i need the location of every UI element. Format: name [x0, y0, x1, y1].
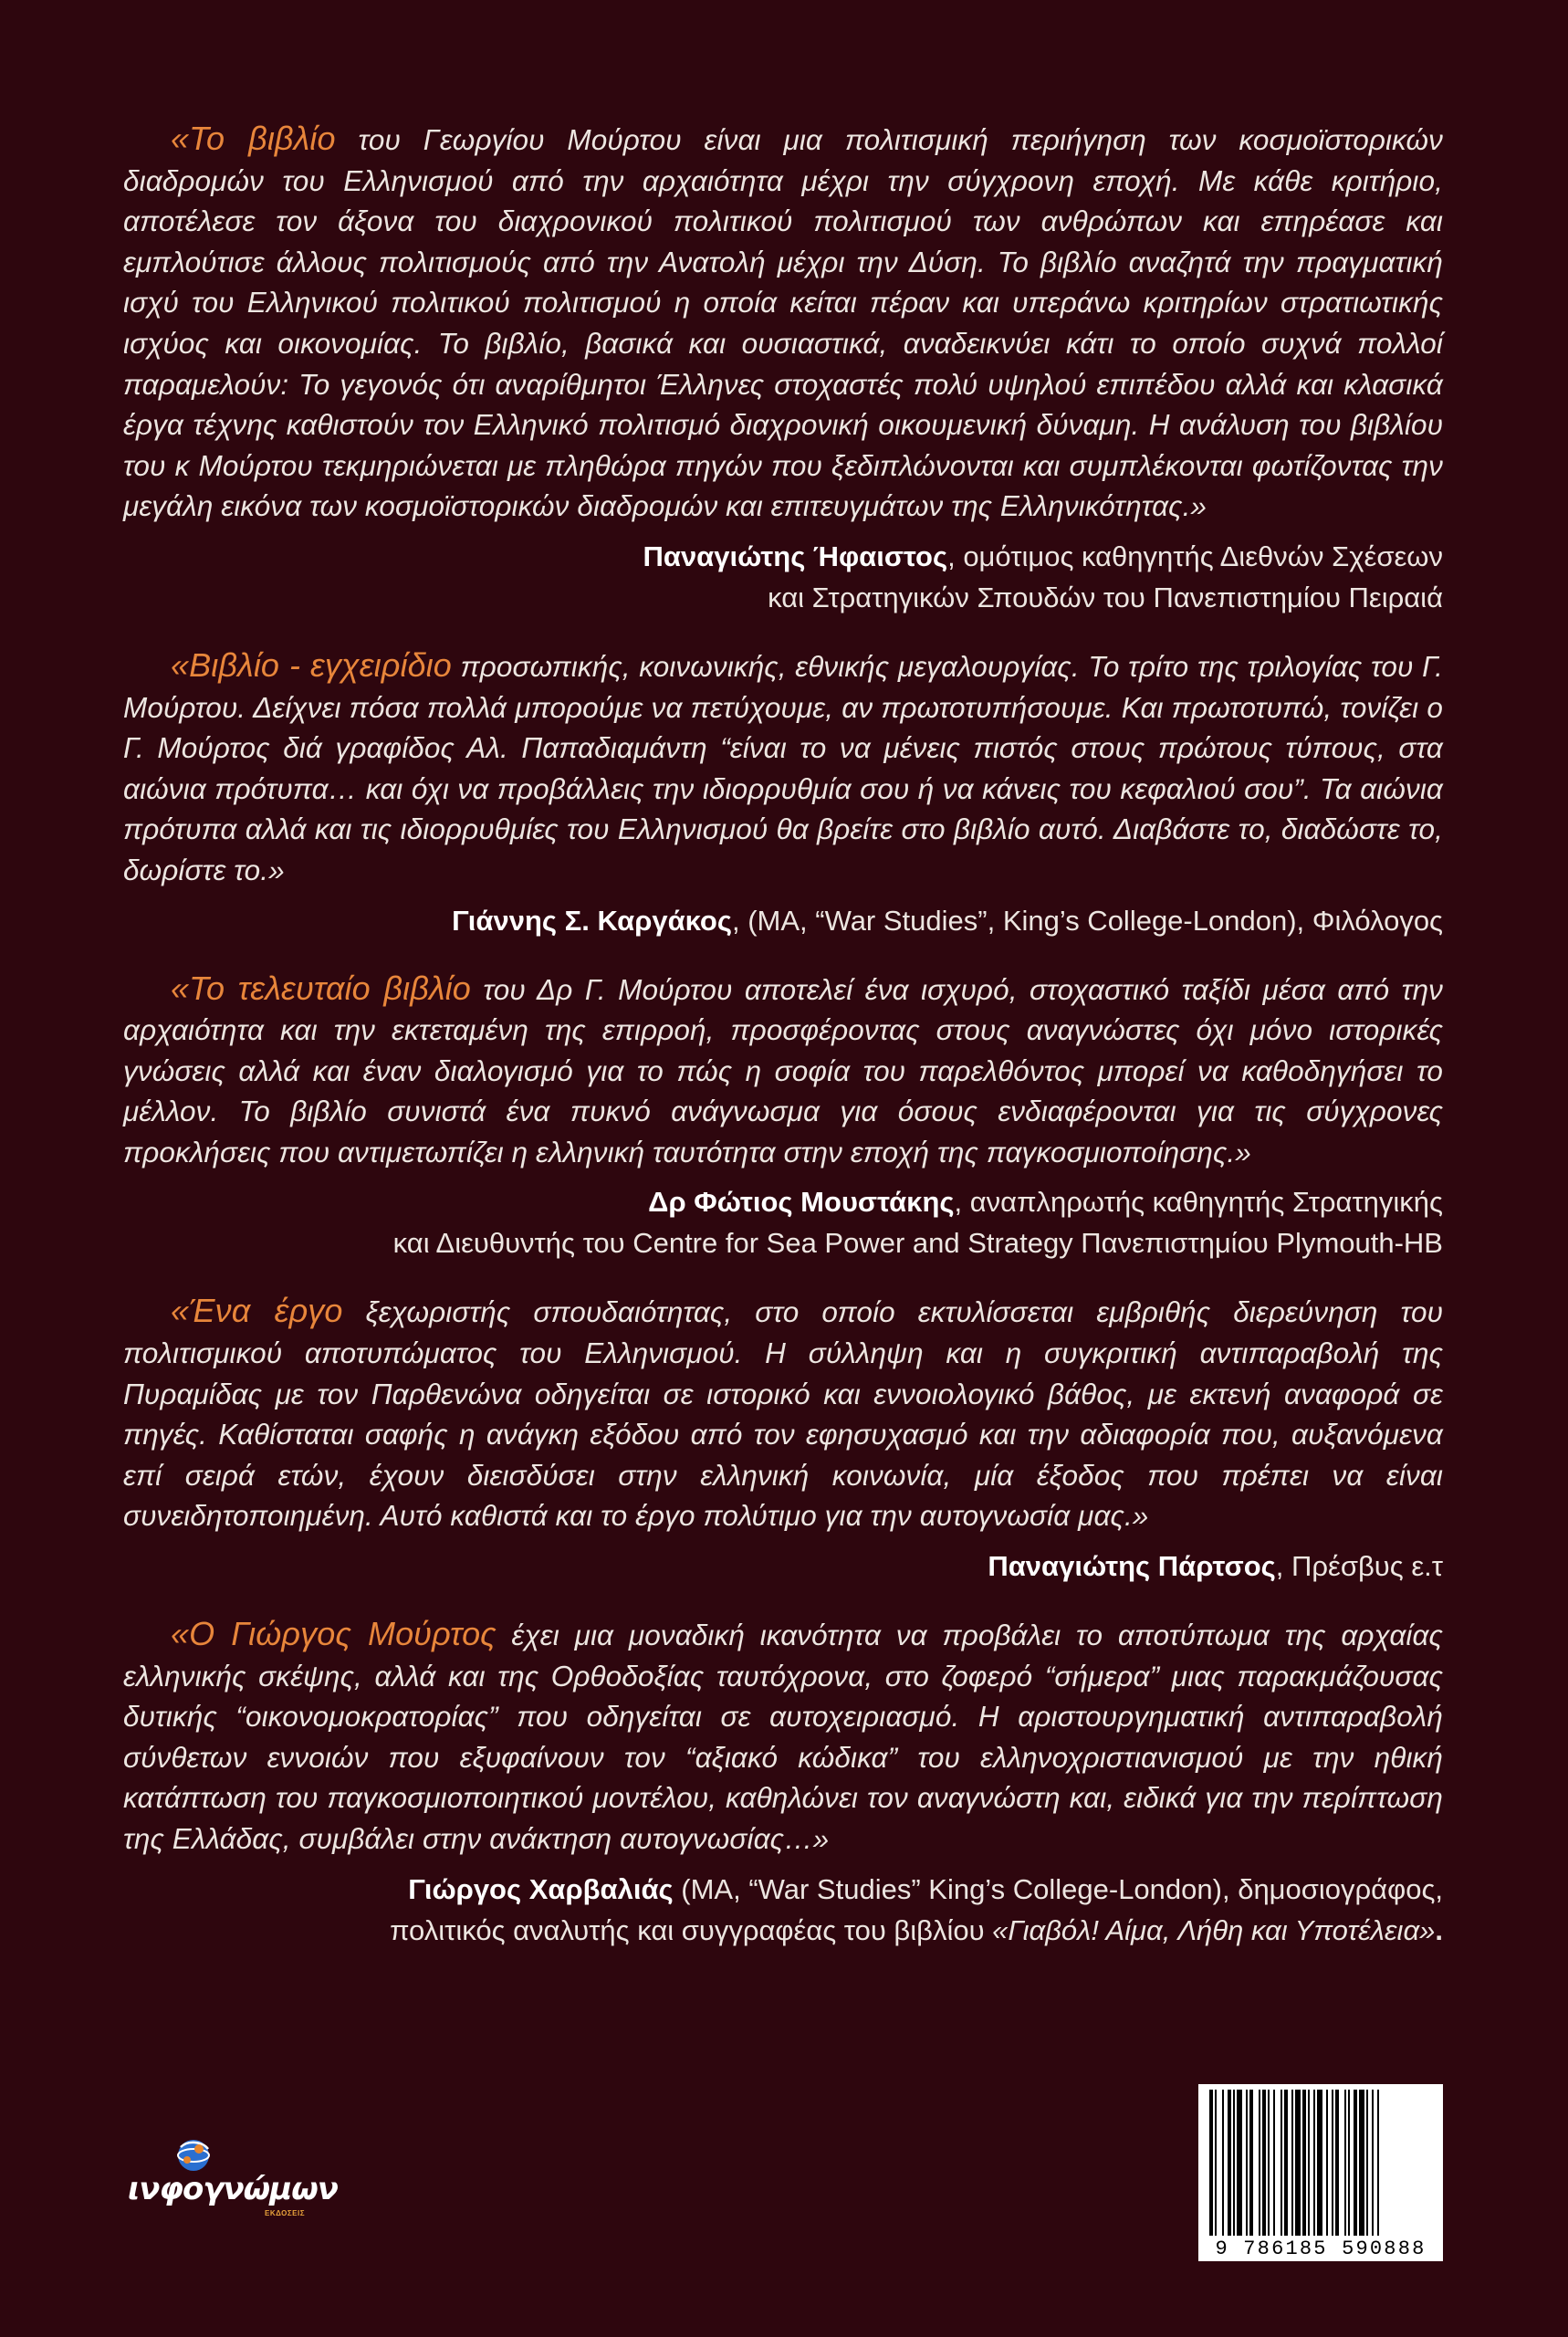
- reviewer-name: Δρ Φώτιος Μουστάκης: [648, 1186, 955, 1219]
- barcode-bar: [1366, 2090, 1368, 2236]
- review-lead: «Το βιβλίο: [171, 120, 336, 157]
- back-cover-reviews: [123, 119, 1443, 1951]
- barcode-bar: [1268, 2090, 1270, 2236]
- review-lead: «Ένα έργο: [171, 1292, 343, 1330]
- review-text: ξεχωριστής σπουδαιότητας, στο οποίο εκτυλίσσεται εμβριθής διερεύνηση του πολιτισμικού αποτυπώματος του Ελληνισμού. Η σύλληψη και η συγκριτική αντιπαραβολή της Πυραμίδας με τον Παρθενώνα οδηγείται σε ιστορικό και εννοιολογικό βάθος, με εκτενή αναφορά σε πηγές. Καθίσταται σαφής η ανάγκη εξόδου από τον εφησυχασμό και την αδιαφορία που, αυξανόμενα επί σειρά ετών, έχουν διεισδύσει στην ελληνική κοινωνία, μία έξοδος που πρέπει να είναι συνειδητοποιημένη. Αυτό καθιστά και το έργο πολύτιμο για την αυτογνωσία μας.»: [123, 1295, 1443, 1533]
- reviewer-role: , ομότιμος καθηγητής Διεθνών Σχέσεων: [947, 540, 1443, 572]
- book-title: «Γιαβόλ! Αίμα, Λήθη και Υποτέλεια»: [992, 1913, 1436, 1946]
- reviewer-role: , αναπληρωτής καθηγητής Στρατηγικής: [954, 1186, 1443, 1219]
- review-quote: [123, 645, 1443, 891]
- review-attribution: [123, 900, 1443, 941]
- review-lead: «Βιβλίο - εγχειρίδιο: [171, 645, 452, 684]
- barcode-bar: [1233, 2090, 1235, 2236]
- barcode-bar: [1344, 2090, 1346, 2236]
- barcode-bar: [1273, 2090, 1275, 2236]
- book-title-period: .: [1435, 1913, 1443, 1946]
- barcode-bar: [1308, 2090, 1310, 2236]
- barcode-bar: [1262, 2090, 1266, 2236]
- review-text: του Δρ Γ. Μούρτου αποτελεί ένα ισχυρό, στοχαστικό ταξίδι μέσα από την αρχαιότητα και την εκτεταμένη της επιρροή, προσφέροντας στους αναγνώστες όχι μόνο ιστορικές γνώσεις αλλά και έναν διαλογισμό για το πώς η σοφία του παρελθόντος μπορεί να καθοδηγήσει το μέλλον. Το βιβλίο συνιστά ένα πυκνό ανάγνωσμα για όσους ενδιαφέρονται για τις σύγχρονες προκλήσεις που αντιμετωπίζει η ελληνική ταυτότητα στην εποχή της παγκοσμιοποίησης.»: [123, 972, 1444, 1168]
- reviewer-role-line2: και Στρατηγικών Σπουδών του Πανεπιστημίου Πειραιά: [768, 581, 1443, 613]
- barcode-bar: [1222, 2090, 1224, 2236]
- barcode-bar: [1332, 2090, 1333, 2236]
- barcode-bar: [1281, 2090, 1282, 2236]
- review-quote: [123, 1291, 1443, 1536]
- reviewer-role: , Πρέσβυς ε.τ: [1275, 1550, 1443, 1583]
- barcode-bar: [1317, 2090, 1322, 2236]
- barcode-bar: [1359, 2090, 1364, 2236]
- review-text: έχει μια μοναδική ικανότητα να προβάλει το αποτύπωμα της αρχαίας ελληνικής σκέψης, αλλά και της Ορθοδοξίας ταυτόχρονα, στο ζοφερό “σήμερα” μιας παρακμάζουσας δυτικής “οικονομοκρατορίας” που οδηγείται σε αυτοχειριασμό. Η αριστουργηματική αντιπαραβολή σύνθετων εννοιών που εξυφαίνουν τον “αξιακό κώδικα” του ελληνοχριστιανισμού με την ηθική κατάπτωση του παγκοσμιοποιητικού μοντέλου, καθηλώνει τον αναγνώστη και, ειδικά για την περίπτωση της Ελλάδας, συμβάλει στην ανάκτηση αυτογνωσίας…»: [123, 1619, 1443, 1855]
- review-kargakos: [123, 645, 1443, 941]
- barcode-bar: [1284, 2090, 1288, 2236]
- publisher-logo: [128, 2136, 338, 2218]
- barcode-bar: [1377, 2090, 1379, 2236]
- review-attribution: [123, 1181, 1443, 1263]
- globe-icon: [172, 2136, 217, 2175]
- isbn-number: 9 786185 590888: [1215, 2237, 1427, 2260]
- barcode-bar: [1228, 2090, 1231, 2236]
- barcode-bar: [1215, 2090, 1217, 2236]
- barcode-bar: [1348, 2090, 1350, 2236]
- barcode-bar: [1372, 2090, 1374, 2236]
- review-attribution: [123, 1546, 1443, 1587]
- review-text: του Γεωργίου Μούρτου είναι μια πολιτισμική περιήγηση των κοσμοϊστορικών διαδρομών του Ελληνισμού από την αρχαιότητα μέχρι την σύγχρονη εποχή. Με κάθε κριτήριο, αποτέλεσε τον άξονα του διαχρονικού πολιτικού πολιτισμού των ανθρώπων και επηρέασε και εμπλούτισε άλλους πολιτισμούς από την Ανατολή μέχρι την Δύση. Το βιβλίο αναζητά την πραγματική ισχύ του Ελληνικού πολιτικού πολιτισμού η οποία κείται πέραν και υπεράνω κριτηρίων στρατιωτικής ισχύος και οικονομίας. Το βιβλίο, βασικά και ουσιαστικά, αναδεικνύει κάτι το οποίο συχνά πολλοί παραμελούν: Το γεγονός ότι αναρίθμητοι Έλληνες στοχαστές πολύ υψηλού επιπέδου αλλά και κλασικά έργα τέχνης καθιστούν τον Ελληνικό πολιτισμό διαχρονική οικουμενική δύναμη. Η ανάλυση του βιβλίου του κ Μούρτου τεκμηριώνεται με πληθώρα πηγών που ξεδιπλώνονται και συμπλέκονται φωτίζοντας την μεγάλη εικόνα των κοσμοϊστορικών διαδρομών και επιτευγμάτων της Ελληνικότητας.»: [123, 123, 1444, 523]
- review-quote: [123, 119, 1443, 527]
- review-attribution: [123, 1869, 1443, 1951]
- barcode-icon: [1198, 2084, 1443, 2261]
- review-text: προσωπικής, κοινωνικής, εθνικής μεγαλουργίας. Το τρίτο της τριλογίας του Γ. Μούρτου. Δείχνει πόσα πολλά μπορούμε να πετύχουμε, αν πρωτοτυπήσουμε. Και πρωτοτυπώ, τονίζει ο Γ. Μούρτος διά γραφίδος Αλ. Παπαδιαμάντη “είναι το να μένεις πιστός στους πρώτους τύπους, στα αιώνια πρότυπα… και όχι να προβάλλεις την ιδιορρυθμία σου ή να κάνεις του κεφαλιού σου”. Τα αιώνια πρότυπα αλλά και τις ιδιορρυθμίες του Ελληνισμού θα βρείτε στο βιβλίο αυτό. Διαβάστε το, διαδώστε το, δωρίστε το.»: [123, 649, 1443, 886]
- publisher-name: ινφογνώμων: [128, 2171, 338, 2207]
- review-quote: [123, 1614, 1443, 1860]
- barcode-bar: [1335, 2090, 1339, 2236]
- reviewer-role-line2: και Διευθυντής του Centre for Sea Power and Strategy Πανεπιστημίου Plymouth-HB: [392, 1227, 1443, 1260]
- review-charvalias: [123, 1614, 1443, 1951]
- publisher-sub: ΕΚΔΟΣΕΙΣ: [265, 2209, 306, 2217]
- review-attribution: [123, 536, 1443, 618]
- reviewer-name: Παναγιώτης Πάρτσος: [988, 1550, 1276, 1583]
- barcode-bar: [1326, 2090, 1328, 2236]
- review-lead: «Ο Γιώργος Μούρτος: [171, 1615, 497, 1653]
- reviewer-name: Παναγιώτης Ήφαιστος: [643, 540, 948, 572]
- reviewer-role: , (MA, “War Studies”, King’s College-London), Φιλόλογος: [731, 904, 1443, 937]
- barcode-bar: [1295, 2090, 1301, 2236]
- barcode-bar: [1354, 2090, 1357, 2236]
- barcode-bar: [1313, 2090, 1315, 2236]
- review-partsos: [123, 1291, 1443, 1587]
- review-lead: «Το τελευταίο βιβλίο: [171, 969, 471, 1007]
- reviewer-name: Γιάννης Σ. Καργάκος: [452, 904, 732, 937]
- reviewer-role-line2: πολιτικός αναλυτής και συγγραφέας του βιβλίου: [390, 1913, 993, 1946]
- barcode-bar: [1209, 2090, 1213, 2236]
- review-quote: [123, 969, 1443, 1173]
- barcode-bar: [1291, 2090, 1293, 2236]
- barcode-bar: [1302, 2090, 1306, 2236]
- isbn-barcode: [1198, 2084, 1443, 2261]
- reviewer-role: (MA, “War Studies” King’s College-London), δημοσιογράφος,: [673, 1872, 1443, 1905]
- review-moustakis: [123, 969, 1443, 1264]
- review-hfaistos: [123, 119, 1443, 618]
- barcode-bar: [1237, 2090, 1242, 2236]
- barcode-bar: [1246, 2090, 1248, 2236]
- barcode-bar: [1249, 2090, 1253, 2236]
- barcode-bar: [1259, 2090, 1260, 2236]
- reviewer-name: Γιώργος Χαρβαλιάς: [408, 1872, 674, 1905]
